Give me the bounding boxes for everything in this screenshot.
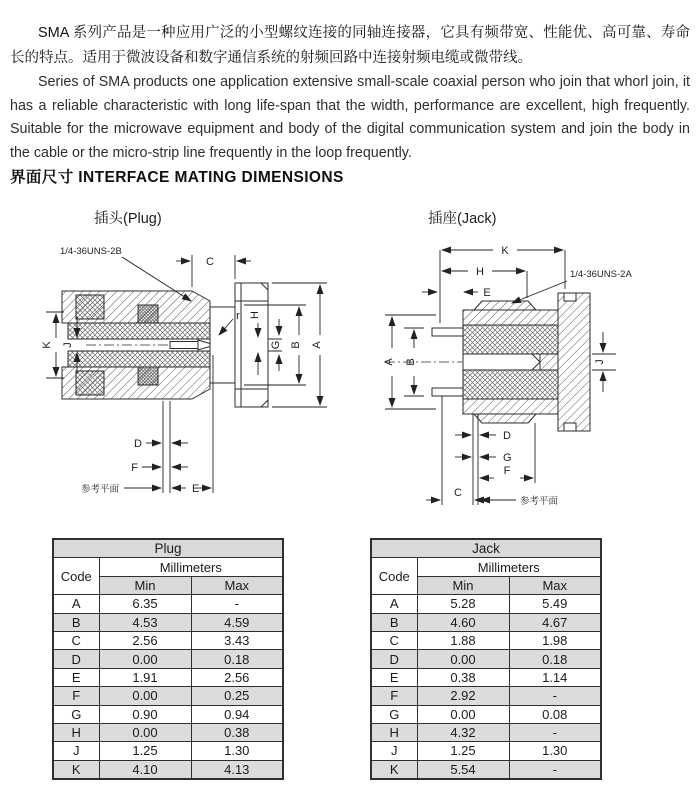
thread-spec-label: 1/4-36UNS-2A [570,269,632,280]
plug-knurl-bottom [76,371,104,395]
cell-min: 0.00 [99,687,191,705]
table-row [371,668,601,686]
cell-min: 4.60 [417,613,509,631]
table-row [371,613,601,631]
cell-code: J [371,742,417,760]
table-header-row [371,558,601,576]
cell-max: - [509,687,601,705]
dim-label-c: C [206,256,214,268]
plug-knurl-top [76,295,104,319]
cell-code: G [53,705,99,723]
cell-min: 6.35 [99,595,191,613]
section-heading: 界面尺寸 INTERFACE MATING DIMENSIONS [10,169,344,186]
cell-code: K [53,760,99,779]
cell-max: 0.08 [509,705,601,723]
table-row [53,631,283,649]
cell-min: 5.54 [417,760,509,779]
cell-code: G [371,705,417,723]
cell-max: 5.49 [509,595,601,613]
table-row [53,613,283,631]
table-row [371,631,601,649]
plug-table [52,538,284,780]
dim-label-k: K [41,341,53,349]
cell-code: A [371,595,417,613]
jack-thread-top [474,301,536,310]
col-header-unit: Millimeters [99,558,283,576]
jack-center-contact [540,354,558,370]
dim-label-f: F [131,462,138,474]
cell-min: 1.25 [417,742,509,760]
cell-max: 1.30 [191,742,283,760]
col-header-max: Max [509,576,601,594]
col-header-code: Code [53,558,99,595]
table-header-row [53,558,283,576]
jack-body-top [463,310,558,325]
col-header-min: Min [99,576,191,594]
cell-max: 3.43 [191,631,283,649]
table-row [53,742,283,760]
dim-label-h: H [476,266,484,278]
cell-min: 1.91 [99,668,191,686]
cell-min: 1.88 [417,631,509,649]
dim-label-j: J [62,342,74,348]
dim-label-f: F [503,465,511,477]
plug-front-rim [235,283,268,407]
col-header-code: Code [371,558,417,595]
table-title: Plug [53,539,283,558]
dim-label-h: H [249,311,261,319]
jack-body-bottom [463,399,558,414]
cell-max: - [191,595,283,613]
dim-label-g: G [270,340,282,350]
cell-max: - [509,760,601,779]
cell-min: 0.00 [417,650,509,668]
cell-min: 0.00 [99,723,191,741]
ref-plane-label: 参考平面 [80,484,120,495]
jack-dielectric-top [463,325,558,354]
table-row [371,595,601,613]
cell-max: 0.38 [191,723,283,741]
dim-label-b: B [290,341,302,349]
dim-label-j: J [594,359,606,365]
cell-code: C [53,631,99,649]
plug-dielectric-top [68,323,210,339]
table-row [53,650,283,668]
plug-gasket-top [138,305,158,323]
cell-min: 0.38 [417,668,509,686]
dim-label-a: A [383,358,395,366]
table-row [371,723,601,741]
table-row [53,595,283,613]
cell-code: A [53,595,99,613]
cell-max: 1.98 [509,631,601,649]
cell-code: E [371,668,417,686]
intro-english: Series of SMA products one application extensive small-scale coaxial person who join that whorl join, it has a reliable characteristic with long life-span that the width, performance are excellent, high frequently. Suitable for the microwave equipment and body of the digital communication system and join the body in the cable or the micro-strip line frequently in the loop frequently. [10,74,690,162]
table-title-row [53,539,283,558]
cell-max: 2.56 [191,668,283,686]
jack-thread-bottom [474,414,536,423]
jack-front-lip-bottom [432,388,463,396]
plug-cross-section-drawing [20,235,350,525]
cell-code: H [53,723,99,741]
jack-front-lip-top [432,328,463,336]
table-title-row [371,539,601,558]
cell-code: D [371,650,417,668]
cell-max: 0.94 [191,705,283,723]
cell-code: B [53,613,99,631]
cell-code: H [371,723,417,741]
dim-label-r: r [236,310,240,322]
table-row [53,687,283,705]
jack-diagram-title: 插座(Jack) [428,211,497,227]
cell-code: E [53,668,99,686]
jack-rear-block [558,293,590,431]
thread-spec-label: 1/4-36UNS-2B [60,246,122,257]
cell-min: 2.56 [99,631,191,649]
table-row [53,668,283,686]
jack-socket-end [532,354,540,370]
cell-min: 4.32 [417,723,509,741]
cell-min: 4.53 [99,613,191,631]
dim-label-g: G [503,452,512,464]
dim-label-b: B [405,358,417,366]
cell-max: 1.14 [509,668,601,686]
dim-label-a: A [311,341,323,349]
cell-min: 2.92 [417,687,509,705]
ref-plane-label: 参考平面 [520,496,559,507]
cell-max: 0.18 [191,650,283,668]
col-header-max: Max [191,576,283,594]
cell-max: 4.67 [509,613,601,631]
jack-dielectric-bottom [463,370,558,399]
plug-dielectric-bottom [68,351,210,367]
cell-max: 1.30 [509,742,601,760]
table-row [371,742,601,760]
table-row [53,760,283,779]
cell-min: 5.28 [417,595,509,613]
table-row [371,650,601,668]
cell-min: 4.10 [99,760,191,779]
table-title: Jack [371,539,601,558]
cell-min: 0.00 [99,650,191,668]
cell-max: 4.59 [191,613,283,631]
cell-code: C [371,631,417,649]
plug-diagram-title: 插头(Plug) [94,211,162,227]
jack-table [370,538,602,780]
col-header-unit: Millimeters [417,558,601,576]
plug-gasket-bottom [138,367,158,385]
jack-cross-section-drawing [370,235,700,525]
cell-max: 0.18 [509,650,601,668]
cell-code: D [53,650,99,668]
dim-label-e: E [483,287,491,299]
cell-max: 4.13 [191,760,283,779]
dim-label-k: K [501,245,509,257]
cell-code: F [53,687,99,705]
table-row [371,705,601,723]
table-row [53,705,283,723]
cell-min: 1.25 [99,742,191,760]
cell-max: - [509,723,601,741]
cell-code: K [371,760,417,779]
cell-min: 0.90 [99,705,191,723]
table-row [53,723,283,741]
cell-min: 0.00 [417,705,509,723]
dim-label-c: C [454,487,462,499]
intro-chinese: SMA 系列产品是一种应用广泛的小型螺纹连接的同轴连接器，它具有频带宽、性能优、高可靠、寿命长的特点。适用于微波设备和数字通信系统的射频回路中连接射频电缆或微带线。 [10,24,690,66]
dim-label-d: D [134,438,142,450]
dim-label-e: E [192,483,200,495]
cell-code: B [371,613,417,631]
cell-code: F [371,687,417,705]
dim-label-d: D [503,430,511,442]
table-row [371,760,601,779]
plug-barrel [210,307,235,383]
cell-max: 0.25 [191,687,283,705]
col-header-min: Min [417,576,509,594]
table-row [371,687,601,705]
plug-center-pin [170,342,198,349]
cell-code: J [53,742,99,760]
